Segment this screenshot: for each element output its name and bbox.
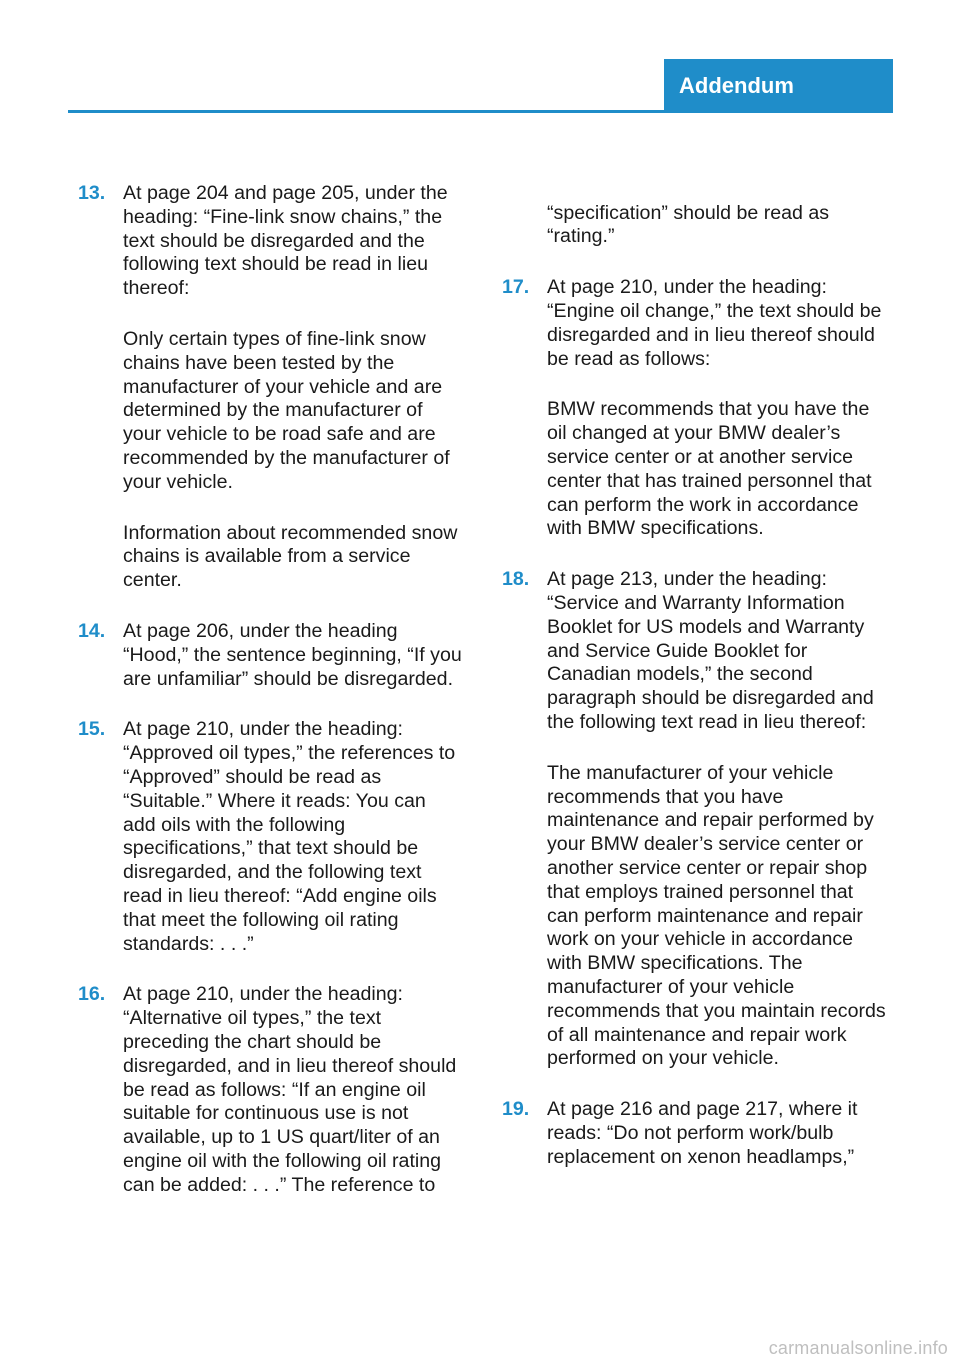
list-item-19 <box>502 1098 887 1169</box>
item-number: 13. <box>78 182 106 204</box>
section-title-tab: Addendum <box>664 59 893 113</box>
item-paragraph: At page 216 and page 217, where it reads: “Do not perform work/bulb replacement on xenon headlamps,” <box>547 1098 858 1168</box>
header-rule <box>68 110 893 113</box>
item-paragraph: At page 210, under the heading: “Approved oil types,” the references to “Approved” should be read as “Suitable.” Where it reads: You can add oils with the following specifications,” that text should be disregarded, and the following text read in lieu thereof: “Add engine oils that meet the following oil rating standards: . . .” <box>123 718 456 955</box>
item-paragraph: Only certain types of fine-link snow chains have been tested by the manufacturer of your vehicle and are determined by the manufacturer of your vehicle to be road safe and are recommended by the manufacturer of your vehicle. <box>123 327 450 493</box>
item-number: 19. <box>502 1098 530 1121</box>
right-column <box>502 182 887 1196</box>
item-paragraph: At page 204 and page 205, under the heading: “Fine-link snow chains,” the text should be disregarded and the following text should be read in lieu thereof: <box>123 182 448 300</box>
list-item-15 <box>78 718 463 956</box>
list-item-17 <box>502 276 887 541</box>
item-paragraph: At page 206, under the heading “Hood,” the sentence beginning, “If you are unfamiliar” should be disregarded. <box>123 619 462 690</box>
item-number: 14. <box>78 619 106 642</box>
item-number: 18. <box>502 568 530 591</box>
left-column <box>78 182 463 1224</box>
item-paragraph: At page 210, under the heading: “Engine oil change,” the text should be disregarded and in lieu thereof should be read as follows: <box>547 276 882 370</box>
item-paragraph: BMW recommends that you have the oil changed at your BMW dealer’s service center or at another service center that has trained personnel that can perform the work in accordance with BMW specifications. <box>547 398 872 540</box>
continued-paragraph: “specification” should be read as “rating.” <box>547 201 830 248</box>
item-paragraph: At page 213, under the heading: “Service and Warranty Information Booklet for US models and Warranty and Service Guide Booklet for Canadian models,” the second paragraph should be disregarded and the following text read in lieu thereof: <box>547 568 874 733</box>
list-item-16 <box>78 983 463 1197</box>
list-item-18 <box>502 568 887 1071</box>
list-item-14 <box>78 620 463 691</box>
item-paragraph: At page 210, under the heading: “Alternative oil types,” the text preceding the chart should be disregarded, and in lieu thereof should be read as follows: “If an engine oil suitable for continuous use is not available, up to 1 US quart/liter of an engine oil with the following oil rating can be added: . . .” The reference to <box>123 983 457 1196</box>
item-number: 15. <box>78 718 106 741</box>
item-paragraph: The manufacturer of your vehicle recommends that you have maintenance and repair performed by your BMW dealer’s service center or another service center or repair shop that employs trained personnel that can perform maintenance and repair work on your vehicle in accordance with BMW specifications. The manufacturer of your vehicle recommends that you maintain records of all maintenance and repair work performed on your vehicle. <box>547 761 886 1070</box>
watermark: carmanualsonline.info <box>768 1338 948 1358</box>
item-number: 17. <box>502 276 530 299</box>
item-paragraph: Information about recommended snow chains is available from a service center. <box>123 521 458 592</box>
item-number: 16. <box>78 983 106 1006</box>
list-item-13 <box>78 182 463 593</box>
